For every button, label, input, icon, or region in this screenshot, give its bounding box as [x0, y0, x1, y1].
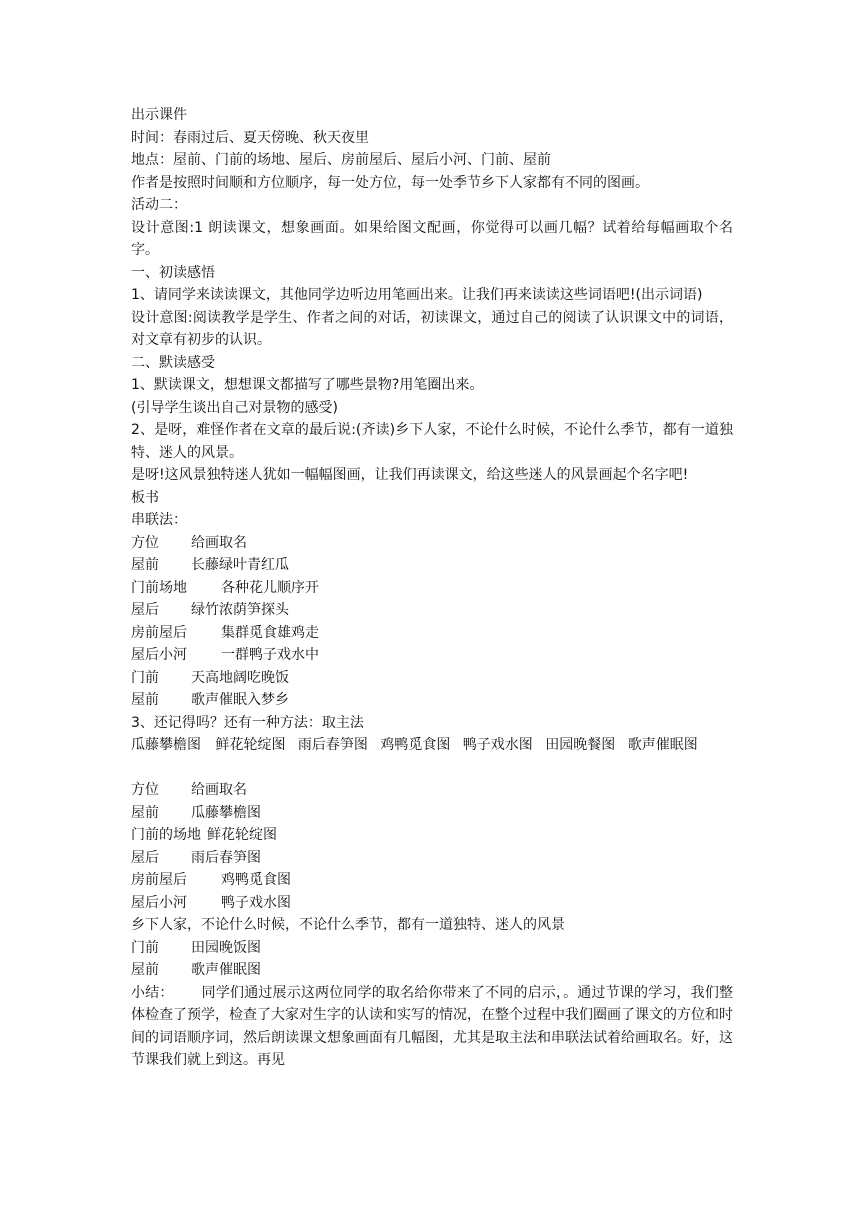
picture-name-list	[131, 734, 733, 757]
main-method-heading: 3、还记得吗？还有一种方法：取主法	[131, 714, 364, 731]
series-method-table	[131, 532, 733, 712]
section-heading-first-reading: 一、初读感悟	[131, 264, 215, 281]
header-location: 方位	[131, 782, 159, 798]
design-intent-2: 设计意图:阅读教学是学生、作者之间的对话，初读课文，通过自己的阅读了认识课文中的词语，对文章有初步的认识。	[131, 309, 733, 348]
picture-name: 瓜藤攀檐图	[131, 737, 201, 753]
picture-name: 田园晚餐图	[545, 737, 616, 753]
table-row	[131, 554, 733, 577]
row-picture-name: 鲜花轮绽图	[207, 827, 277, 843]
table-row	[131, 892, 733, 915]
row-picture-name: 集群觅食雄鸡走	[221, 624, 319, 641]
row-location: 门前的场地	[131, 827, 201, 843]
row-picture-name: 歌声催眠图	[191, 962, 261, 978]
blank-line	[131, 757, 733, 780]
place-line: 地点：屋前、门前的场地、屋后、房前屋后、屋后小河、门前、屋前	[131, 152, 551, 168]
row-picture-name: 绿竹浓荫笋探头	[191, 602, 289, 618]
row-location: 房前屋后	[131, 624, 187, 641]
row-location: 屋后小河	[131, 894, 187, 911]
conclusion-text: 同学们通过展示这两位同学的取名给你带来了不同的启示，。通过节课的学习，我们整体检查了预学，检查了大家对生字的认读和实写的情况，在整个过程中我们圈画了课文的方位和时间的词语顺序词，然后朗读课文想象画面有几幅图，尤其是取主法和串联法试着给画取名。好，这节课我们就上到这。再见	[131, 984, 734, 1068]
naming-prompt: 是呀!这风景独特迷人犹如一幅幅图画，让我们再读课文，给这些迷人的风景画起个名字吧!	[131, 467, 689, 483]
row-location: 屋前	[131, 804, 159, 821]
series-method-label: 串联法：	[131, 512, 187, 528]
board-label: 板书	[131, 489, 159, 506]
table-row	[131, 937, 733, 960]
summary-line: 乡下人家，不论什么时候，不论什么季节，都有一道独特、迷人的风景	[131, 917, 565, 933]
conclusion-label: 小结：	[131, 984, 174, 1001]
row-location: 屋前	[131, 962, 159, 978]
row-location: 屋后小河	[131, 647, 187, 663]
row-picture-name: 长藤绿叶青红瓜	[191, 557, 289, 573]
row-location: 门前	[131, 939, 159, 956]
section-heading-silent-reading: 二、默读感受	[131, 354, 215, 371]
table-header-row	[131, 532, 733, 555]
table-row	[131, 847, 733, 870]
table-row	[131, 689, 733, 712]
activity-two-label: 活动二：	[131, 197, 187, 213]
row-picture-name: 田园晚饭图	[191, 939, 261, 956]
table-row	[131, 802, 733, 825]
row-picture-name: 歌声催眠入梦乡	[191, 692, 289, 708]
table-row	[131, 869, 733, 892]
row-picture-name: 鸡鸭觅食图	[221, 872, 291, 888]
row-location: 门前	[131, 669, 159, 686]
table-row	[131, 959, 733, 982]
row-location: 屋前	[131, 692, 159, 708]
table-row	[131, 577, 733, 600]
silent-reading-task: 1、默读课文，想想课文都描写了哪些景物?用笔圈出来。	[131, 377, 484, 393]
header-picture-name: 给画取名	[191, 534, 247, 551]
picture-name: 鸡鸭觅食图	[380, 737, 451, 753]
row-picture-name: 鸭子戏水图	[221, 894, 291, 911]
row-picture-name: 各种花儿顺序开	[221, 579, 319, 596]
guide-note: (引导学生谈出自己对景物的感受)	[131, 399, 338, 416]
author-quote-paragraph: 2、是呀，难怪作者在文章的最后说:(齐读)乡下人家，不论什么时候，不论什么季节，都有一道独特、迷人的风景。	[131, 422, 733, 461]
row-location: 屋后	[131, 849, 159, 866]
row-picture-name: 瓜藤攀檐图	[191, 804, 261, 821]
picture-name: 歌声催眠图	[627, 737, 698, 753]
table-row	[131, 644, 733, 667]
table-row	[131, 667, 733, 690]
row-location: 门前场地	[131, 579, 187, 596]
table-row	[131, 622, 733, 645]
header-location: 方位	[131, 534, 159, 551]
row-location: 屋后	[131, 602, 159, 618]
conclusion-paragraph	[131, 982, 733, 1072]
author-order-line: 作者是按照时间顺和方位顺序，每一处方位，每一处季节乡下人家都有不同的图画。	[131, 174, 649, 191]
time-line: 时间：春雨过后、夏天傍晚、秋天夜里	[131, 129, 369, 146]
table-header-row	[131, 779, 733, 802]
picture-name: 鲜花轮绽图	[215, 737, 286, 753]
main-method-table	[131, 779, 733, 982]
table-row	[131, 599, 733, 622]
table-row	[131, 824, 733, 847]
header-picture-name: 给画取名	[191, 782, 247, 798]
row-location: 房前屋后	[131, 872, 187, 888]
row-picture-name: 天高地阔吃晚饭	[191, 669, 289, 686]
first-reading-paragraph: 1、请同学来读读课文，其他同学边听边用笔画出来。让我们再来读读这些词语吧!(出示词语)	[131, 287, 703, 303]
picture-name: 鸭子戏水图	[462, 737, 533, 753]
courseware-line: 出示课件	[131, 107, 187, 123]
design-intent-1: 设计意图:1 朗读课文，想象画面。如果给图文配画，你觉得可以画几幅？试着给每幅画取个名字。	[131, 219, 733, 258]
picture-name: 雨后春笋图	[297, 737, 368, 753]
row-picture-name: 雨后春笋图	[191, 849, 261, 866]
row-location: 屋前	[131, 557, 159, 573]
document-page	[131, 104, 733, 1072]
row-picture-name: 一群鸭子戏水中	[221, 647, 319, 663]
